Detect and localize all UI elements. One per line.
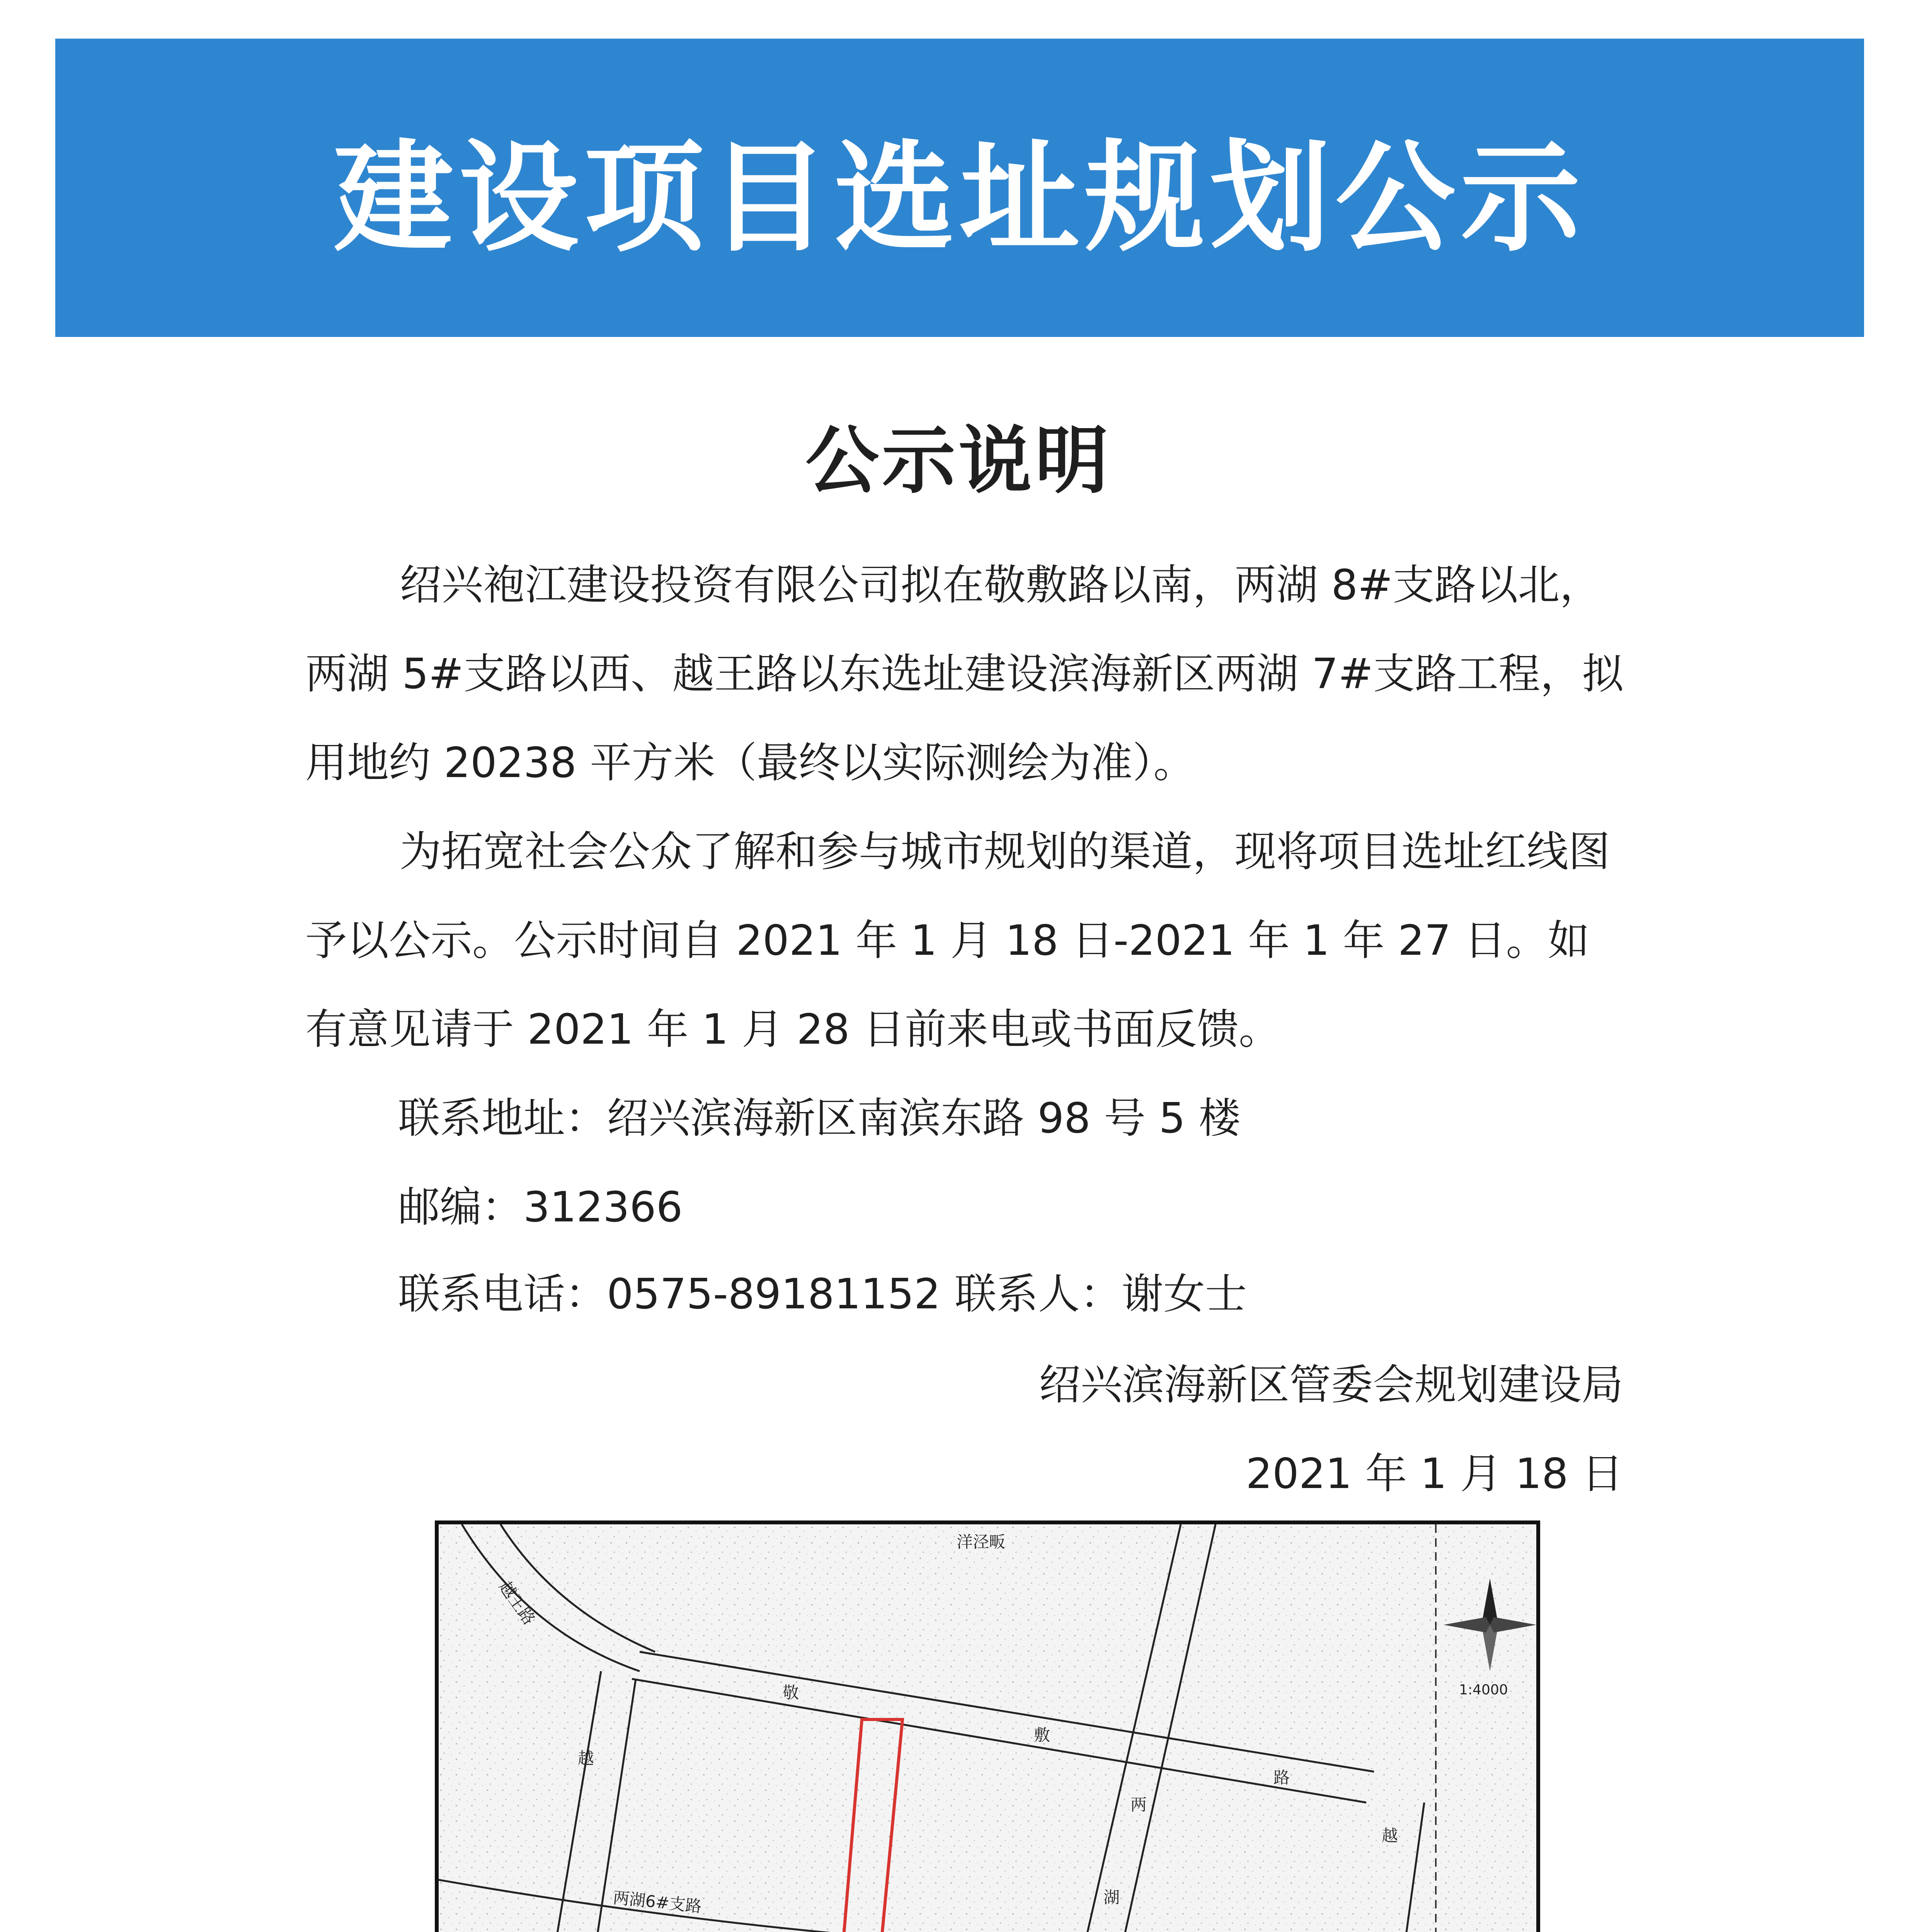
site-map: [435, 1520, 1540, 1932]
postcode: 邮编：312366: [398, 1183, 683, 1231]
label-yangjing-fan: 洋泾畈: [957, 1532, 1006, 1551]
label-jing: 敬: [783, 1683, 799, 1702]
map-background: [439, 1524, 1536, 1932]
label-scale: 1:4000: [1459, 1682, 1508, 1698]
label-jingfu-lu: 路: [1273, 1768, 1290, 1787]
label-yue2: 越: [1382, 1826, 1398, 1845]
label-hu: 湖: [1103, 1888, 1120, 1907]
page-heading: 公示说明: [805, 418, 1112, 503]
site-map-drawing: [439, 1524, 1536, 1932]
banner-title: 建设项目选址规划公示: [334, 129, 1586, 268]
issue-date: 2021 年 1 月 18 日: [1246, 1450, 1623, 1498]
contact-phone: 联系电话：0575-89181152: [398, 1270, 941, 1318]
contact-person: 联系人：谢女士: [955, 1270, 1247, 1318]
label-yue: 越: [578, 1749, 594, 1768]
label-lianghu-6: 两湖6#支路: [612, 1888, 703, 1916]
label-fu: 敷: [1034, 1726, 1050, 1745]
contact-address: 联系地址：绍兴滨海新区南滨东路 98 号 5 楼: [398, 1094, 1241, 1143]
paragraph-notice: 为拓宽社会公众了解和参与城市规划的渠道，现将项目选址红线图予以公示。公示时间自 2021 年 1 月 18 日-2021 年 1 年 27 日。如有意见请于 2021 年 1 月 28 日前来电或书面反馈。: [305, 828, 1611, 1054]
label-liang: 两: [1130, 1795, 1147, 1814]
paragraph-project: 绍兴袍江建设投资有限公司拟在敬敷路以南，两湖 8#支路以北，两湖 5#支路以西、越王路以东选址建设滨海新区两湖 7#支路工程，拟用地约 20238 平方米（最终以实际测绘为准）。: [305, 561, 1624, 787]
issuer: 绍兴滨海新区管委会规划建设局: [1039, 1361, 1623, 1409]
label-yuewang-road: 越王路: [495, 1577, 539, 1628]
title-banner: [55, 39, 1864, 337]
